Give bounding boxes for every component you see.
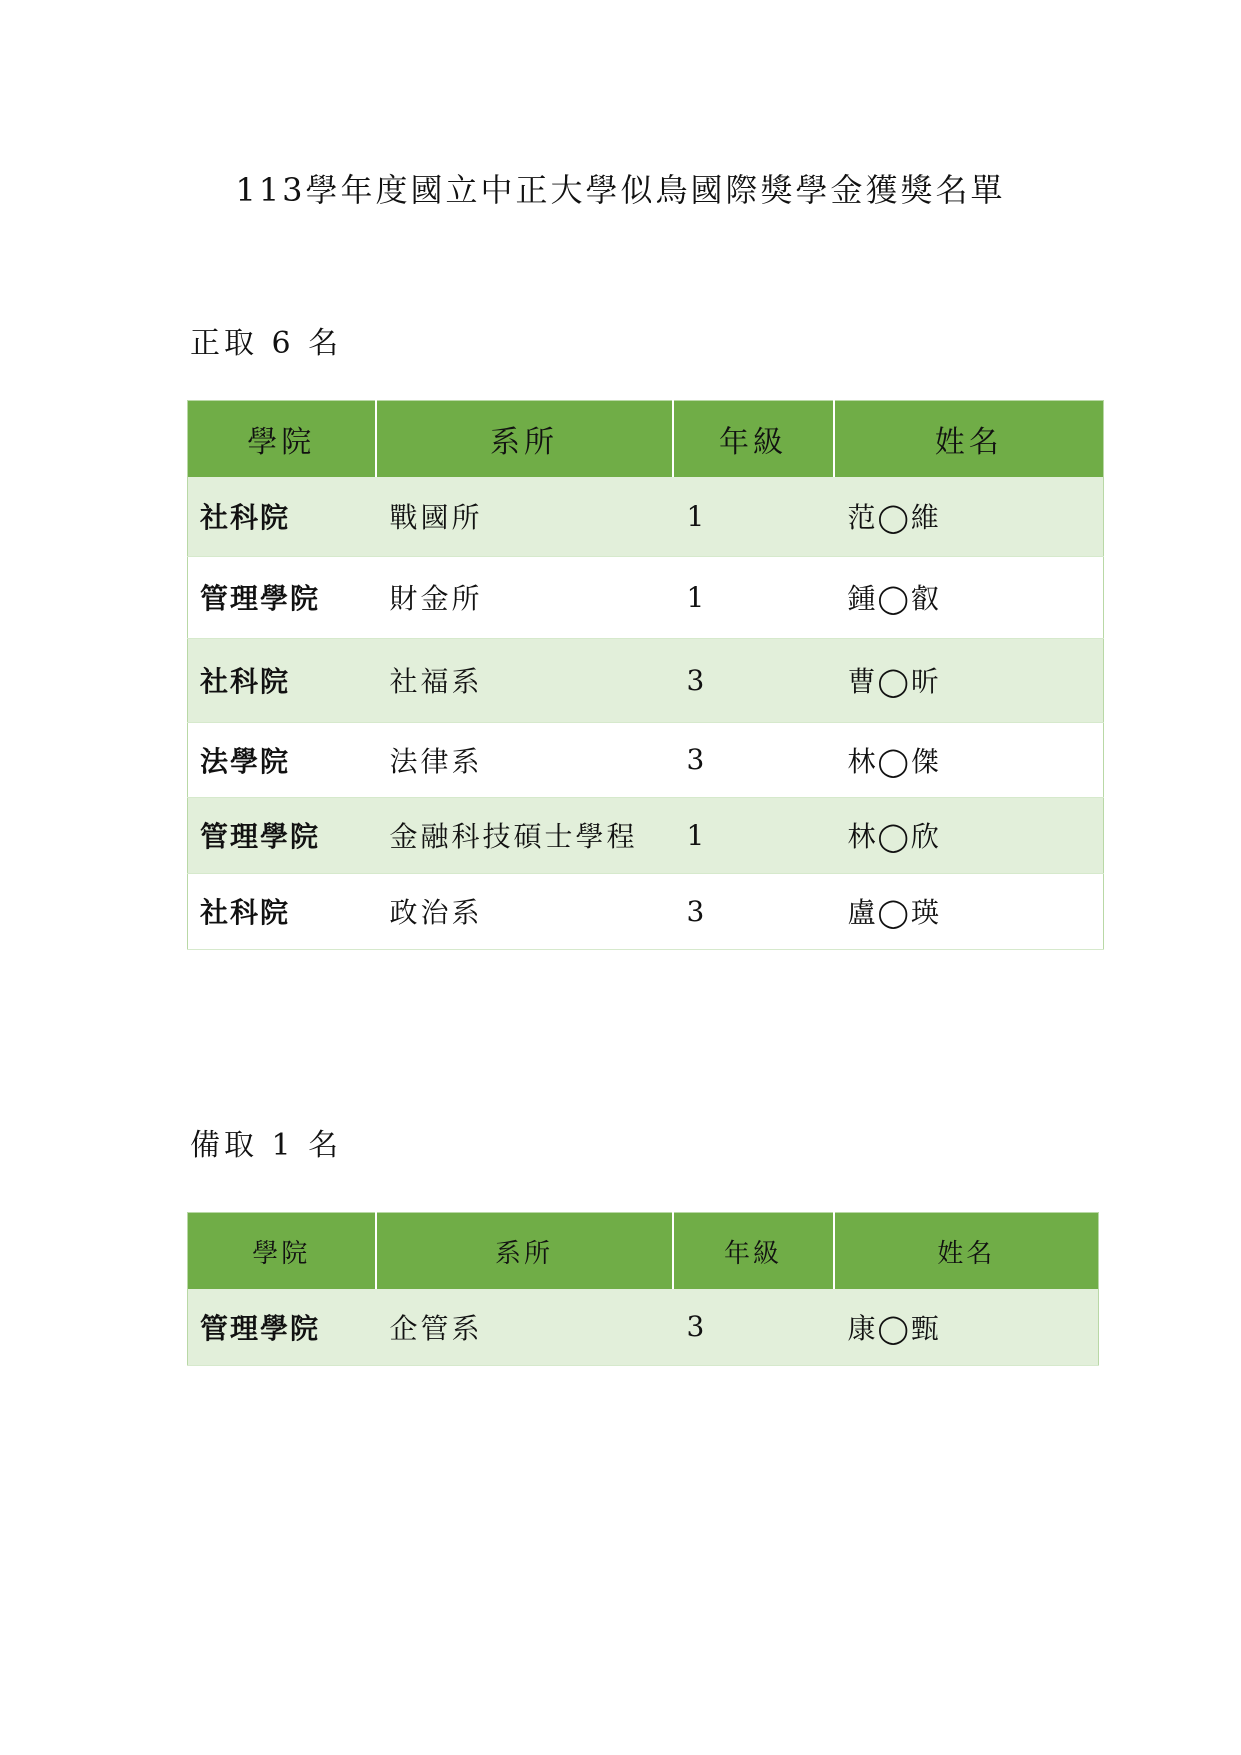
cell-dept: 財金所 — [376, 556, 673, 638]
header-grade: 年級 — [673, 1213, 834, 1290]
cell-college: 管理學院 — [188, 1289, 376, 1365]
table-header-row — [188, 401, 1104, 478]
cell-grade: 3 — [673, 722, 834, 797]
cell-name: 林◯傑 — [834, 722, 1104, 797]
header-college: 學院 — [188, 1213, 376, 1290]
cell-college: 社科院 — [188, 873, 376, 949]
cell-name: 林◯欣 — [834, 797, 1104, 873]
cell-grade: 1 — [673, 556, 834, 638]
header-name: 姓名 — [834, 401, 1104, 478]
header-grade: 年級 — [673, 401, 834, 478]
table-row — [188, 797, 1104, 873]
header-college: 學院 — [188, 401, 376, 478]
cell-college: 社科院 — [188, 638, 376, 722]
cell-name: 盧◯瑛 — [834, 873, 1104, 949]
document-title: 113學年度國立中正大學似鳥國際獎學金獲獎名單 — [235, 171, 1006, 209]
table-header-row — [188, 1213, 1099, 1290]
cell-dept: 企管系 — [376, 1289, 673, 1365]
cell-name: 范◯維 — [834, 477, 1104, 556]
cell-college: 管理學院 — [188, 556, 376, 638]
cell-college: 法學院 — [188, 722, 376, 797]
admitted-section-label: 正取 6 名 — [190, 326, 343, 361]
cell-college: 管理學院 — [188, 797, 376, 873]
header-dept: 系所 — [376, 401, 673, 478]
cell-college: 社科院 — [188, 477, 376, 556]
header-name: 姓名 — [834, 1213, 1099, 1290]
cell-dept: 法律系 — [376, 722, 673, 797]
table-row — [188, 556, 1104, 638]
header-dept: 系所 — [376, 1213, 673, 1290]
table-row — [188, 1289, 1099, 1365]
cell-dept: 金融科技碩士學程 — [376, 797, 673, 873]
waitlist-section-label: 備取 1 名 — [190, 1128, 343, 1163]
waitlist-table — [187, 1212, 1099, 1366]
cell-grade: 1 — [673, 477, 834, 556]
table-row — [188, 873, 1104, 949]
table-row — [188, 477, 1104, 556]
table-row — [188, 722, 1104, 797]
cell-dept: 政治系 — [376, 873, 673, 949]
cell-name: 康◯甄 — [834, 1289, 1099, 1365]
table-row — [188, 638, 1104, 722]
cell-grade: 3 — [673, 1289, 834, 1365]
cell-dept: 戰國所 — [376, 477, 673, 556]
cell-grade: 3 — [673, 638, 834, 722]
cell-grade: 3 — [673, 873, 834, 949]
admitted-table — [187, 400, 1104, 950]
cell-grade: 1 — [673, 797, 834, 873]
cell-dept: 社福系 — [376, 638, 673, 722]
cell-name: 鍾◯叡 — [834, 556, 1104, 638]
cell-name: 曹◯昕 — [834, 638, 1104, 722]
